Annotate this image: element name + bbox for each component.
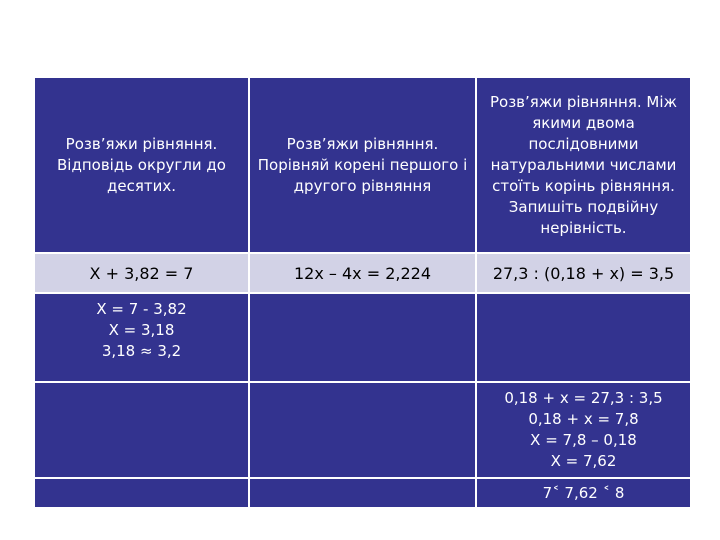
solution-line: 0,18 + х = 27,3 : 3,5	[504, 389, 663, 407]
solution-cell-1	[35, 294, 248, 381]
equation-cell-2	[250, 254, 475, 292]
header-cell-1	[35, 78, 248, 252]
inequality-cell-3	[477, 479, 690, 507]
solution-line: Х = 3,18	[108, 321, 175, 339]
header-cell-2	[250, 78, 475, 252]
solution-line: Х = 7,62	[550, 452, 617, 470]
solution-line: Х = 7,8 – 0,18	[530, 431, 637, 449]
header-cell-3	[477, 78, 690, 252]
equation-cell-1	[35, 254, 248, 292]
equation-cell-3	[477, 254, 690, 292]
equation-text-2: 12х – 4х = 2,224	[293, 263, 432, 283]
solution-line: 3,18 ≈ 3,2	[101, 342, 182, 360]
header-text-1: Розв’яжи рівняння. Відповідь округли до десятих.	[57, 134, 226, 195]
solution-cell-4	[35, 383, 248, 477]
solution-cell-2	[250, 294, 475, 381]
inequality-cell-2	[250, 479, 475, 507]
solution-line: 0,18 + х = 7,8	[528, 410, 639, 428]
task-table	[35, 78, 690, 507]
equation-text-3: 27,3 : (0,18 + х) = 3,5	[492, 263, 675, 283]
solution-cell-5	[250, 383, 475, 477]
inequality-text: 7˂ 7,62 ˂ 8	[542, 483, 625, 502]
solution-cell-3	[477, 294, 690, 381]
header-text-2: Розв’яжи рівняння. Порівняй корені першого і другого рівняння	[257, 134, 468, 195]
inequality-cell-1	[35, 479, 248, 507]
solution-line: Х = 7 - 3,82	[96, 300, 187, 318]
equation-text-1: Х + 3,82 = 7	[89, 263, 194, 283]
header-text-3: Розв’яжи рівняння. Між якими двома послідовними натуральними числами стоїть корінь рівняння. Запишіть подвійну нерівність.	[489, 92, 678, 237]
solution-cell-6	[477, 383, 690, 477]
